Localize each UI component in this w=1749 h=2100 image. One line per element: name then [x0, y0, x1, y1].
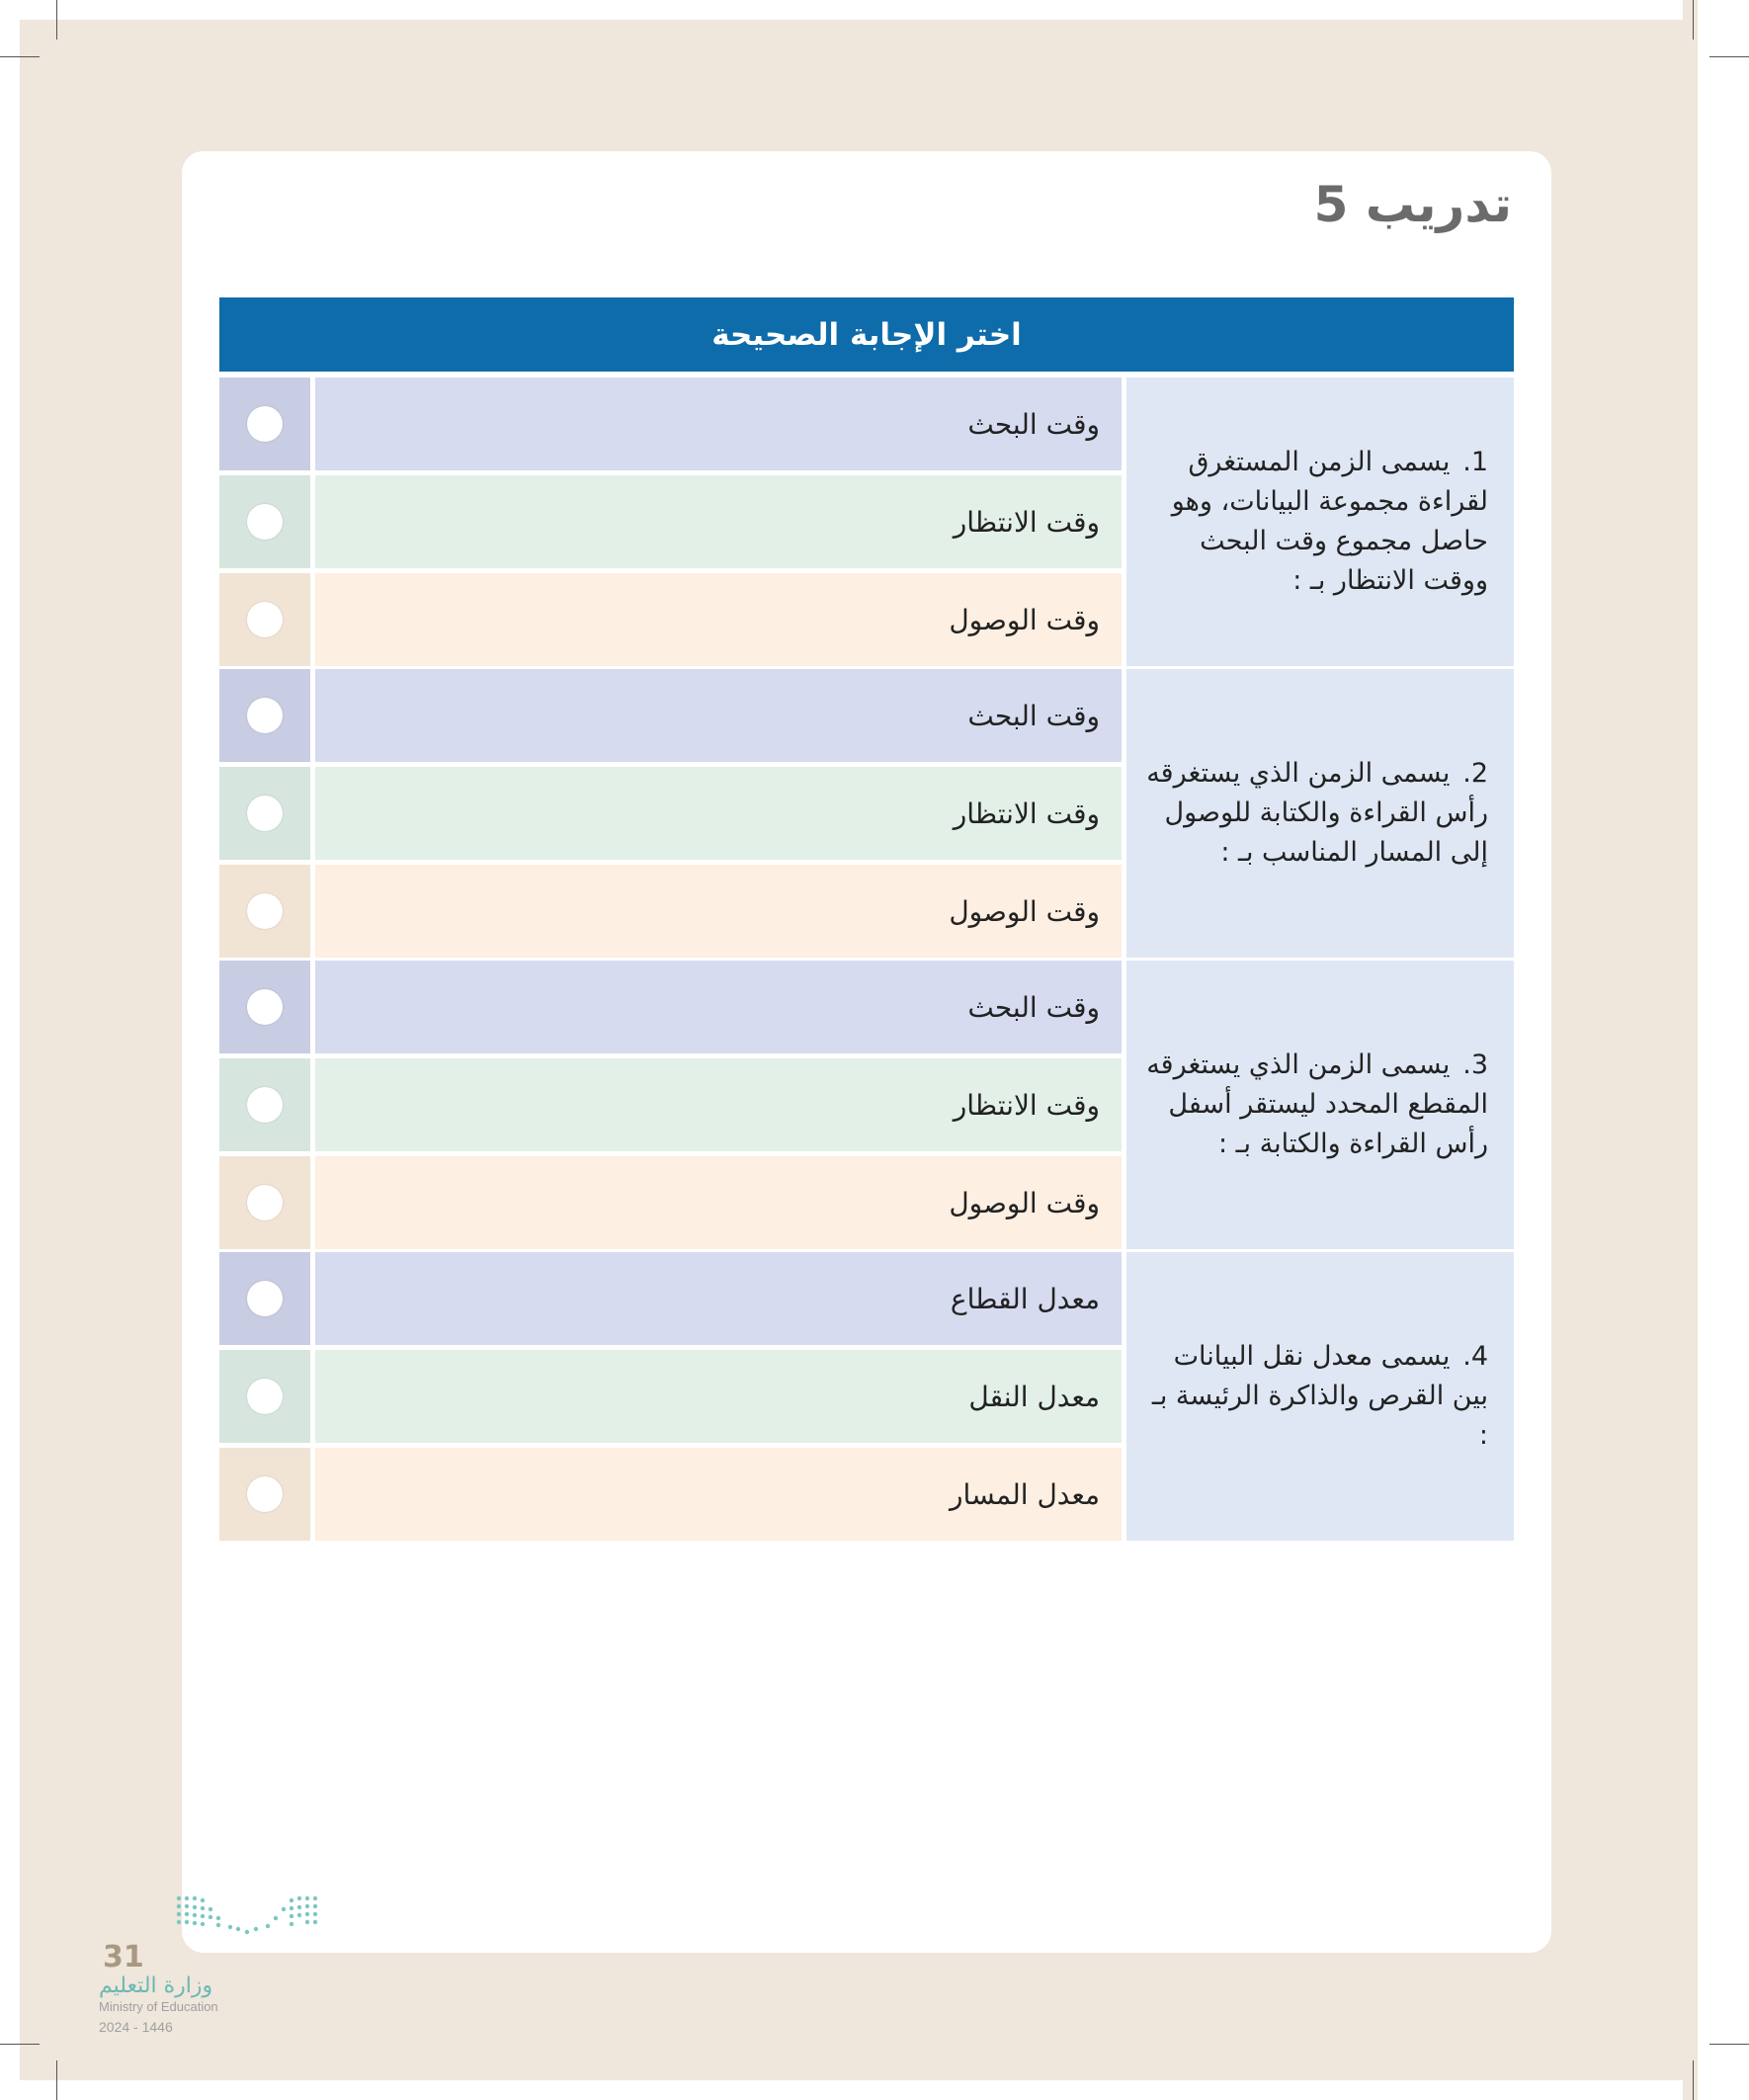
crop-mark — [0, 2044, 40, 2045]
radio-button[interactable] — [247, 1281, 283, 1316]
exercise-card — [182, 151, 1551, 1953]
page-number: 31 — [103, 1940, 144, 1974]
question-number: 3. — [1462, 1050, 1488, 1080]
option-row[interactable] — [219, 1448, 1122, 1541]
radio-cell — [219, 669, 310, 762]
radio-button[interactable] — [247, 504, 283, 540]
ministry-name-en: Ministry of Education — [99, 1999, 218, 2014]
ministry-logo-icon — [173, 1892, 321, 1937]
crop-mark — [1709, 56, 1749, 57]
option-row[interactable] — [219, 378, 1122, 470]
option-label: معدل النقل — [315, 1350, 1122, 1443]
edition-year: 2024 - 1446 — [99, 2019, 173, 2035]
instruction-header: اختر الإجابة الصحيحة — [219, 297, 1514, 372]
radio-cell — [219, 1448, 310, 1541]
crop-mark — [0, 56, 40, 57]
question-body: يسمى الزمن الذي يستغرقه المقطع المحدد ليستقر أسفل رأس القراءة والكتابة بـ : — [1146, 1050, 1488, 1159]
option-row[interactable] — [219, 1156, 1122, 1249]
option-row[interactable] — [219, 669, 1122, 762]
radio-button[interactable] — [247, 796, 283, 831]
option-label: وقت البحث — [315, 669, 1122, 762]
ministry-footer — [99, 1892, 336, 2035]
crop-mark — [56, 2060, 57, 2100]
radio-cell — [219, 767, 310, 860]
bleed-strip — [1683, 0, 1698, 2100]
radio-cell — [219, 573, 310, 666]
radio-button[interactable] — [247, 1087, 283, 1123]
option-label: وقت البحث — [315, 961, 1122, 1053]
option-row[interactable] — [219, 475, 1122, 568]
option-label: وقت الانتظار — [315, 1058, 1122, 1151]
question-body: يسمى الزمن الذي يستغرقه رأس القراءة والكتابة للوصول إلى المسار المناسب بـ : — [1146, 758, 1488, 868]
option-row[interactable] — [219, 865, 1122, 958]
option-label: وقت الانتظار — [315, 767, 1122, 860]
radio-cell — [219, 961, 310, 1053]
option-label: معدل المسار — [315, 1448, 1122, 1541]
crop-mark — [1693, 2060, 1694, 2100]
radio-button[interactable] — [247, 1379, 283, 1414]
question-group-3 — [219, 961, 1514, 1249]
crop-mark — [1693, 0, 1694, 40]
radio-button[interactable] — [247, 698, 283, 733]
question-body: يسمى الزمن المستغرق لقراءة مجموعة البيانات، وهو حاصل مجموع وقت البحث ووقت الانتظار بـ : — [1171, 447, 1488, 596]
option-label: وقت الانتظار — [315, 475, 1122, 568]
question-group-1 — [219, 378, 1514, 666]
option-row[interactable] — [219, 1252, 1122, 1345]
option-label: وقت الوصول — [315, 865, 1122, 958]
exercise-title: تدريب 5 — [1313, 176, 1512, 233]
question-group-2 — [219, 669, 1514, 958]
radio-button[interactable] — [247, 1476, 283, 1512]
radio-button[interactable] — [247, 893, 283, 929]
option-row[interactable] — [219, 1350, 1122, 1443]
radio-cell — [219, 378, 310, 470]
option-label: وقت الوصول — [315, 573, 1122, 666]
radio-cell — [219, 1156, 310, 1249]
question-body: يسمى معدل نقل البيانات بين القرص والذاكرة الرئيسة بـ : — [1151, 1341, 1488, 1451]
question-text — [1126, 669, 1514, 958]
option-row[interactable] — [219, 767, 1122, 860]
question-number: 2. — [1462, 758, 1488, 789]
radio-button[interactable] — [247, 1185, 283, 1220]
option-label: وقت الوصول — [315, 1156, 1122, 1249]
option-row[interactable] — [219, 1058, 1122, 1151]
radio-cell — [219, 1058, 310, 1151]
radio-button[interactable] — [247, 406, 283, 442]
question-text — [1126, 961, 1514, 1249]
ministry-name-ar: وزارة التعليم — [99, 1974, 213, 1998]
radio-cell — [219, 1350, 310, 1443]
radio-button[interactable] — [247, 602, 283, 637]
crop-mark — [56, 0, 57, 40]
crop-mark — [1709, 2044, 1749, 2045]
option-label: معدل القطاع — [315, 1252, 1122, 1345]
radio-cell — [219, 475, 310, 568]
question-text — [1126, 378, 1514, 666]
option-label: وقت البحث — [315, 378, 1122, 470]
radio-button[interactable] — [247, 989, 283, 1025]
radio-cell — [219, 865, 310, 958]
question-text — [1126, 1252, 1514, 1541]
option-row[interactable] — [219, 961, 1122, 1053]
radio-cell — [219, 1252, 310, 1345]
question-group-4 — [219, 1252, 1514, 1541]
option-row[interactable] — [219, 573, 1122, 666]
question-number: 1. — [1462, 447, 1488, 477]
question-number: 4. — [1462, 1341, 1488, 1372]
